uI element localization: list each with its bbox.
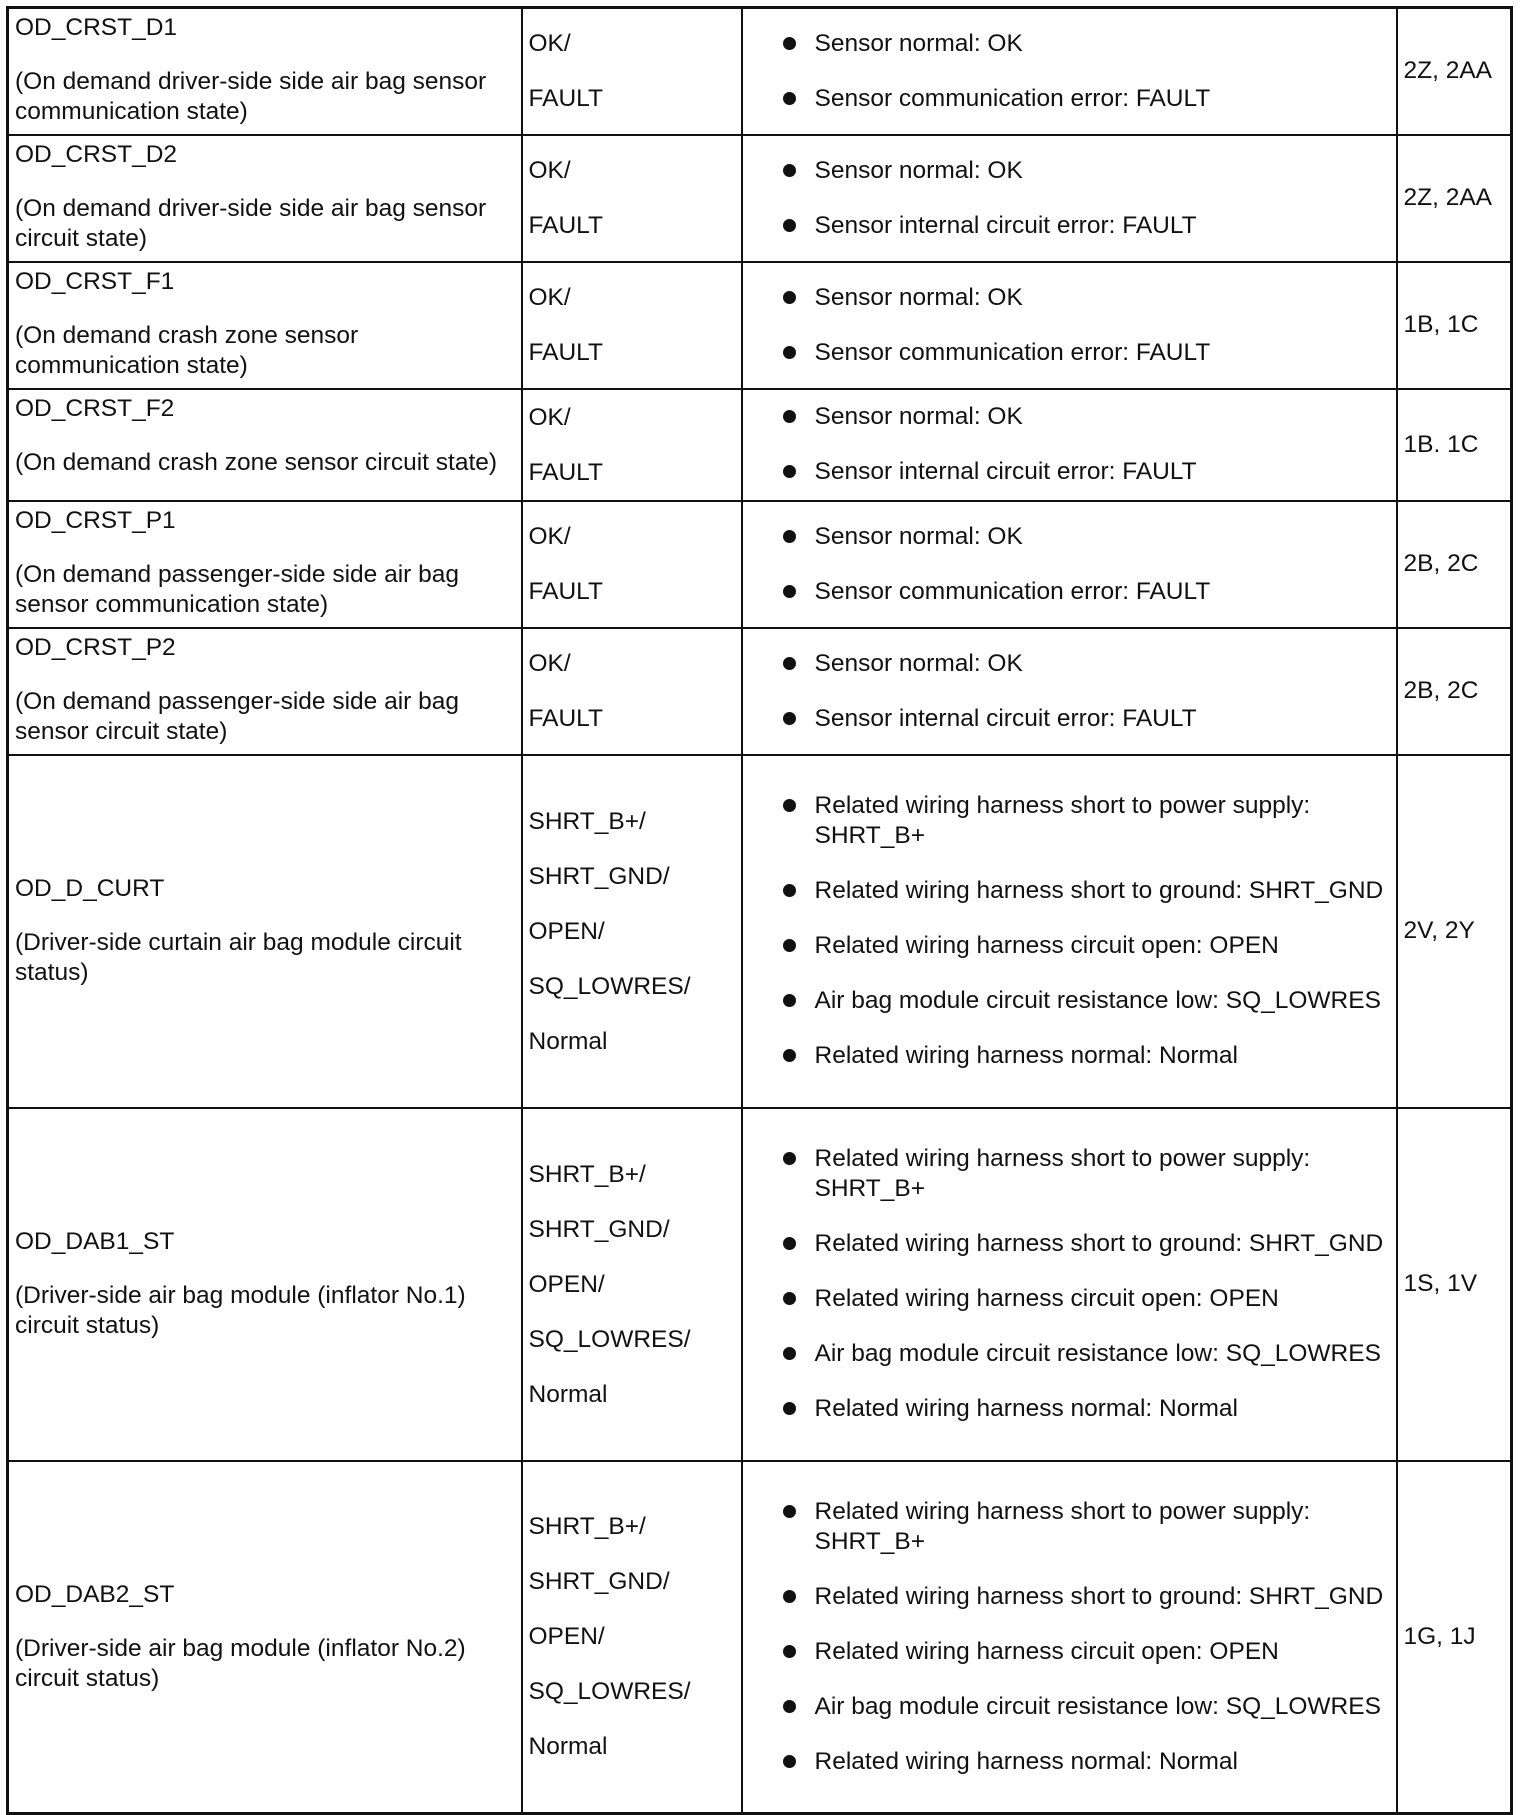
item-cell xyxy=(8,628,522,755)
condition-item: Related wiring harness short to ground: SHRT_GND xyxy=(783,876,1390,906)
condition-cell xyxy=(742,389,1397,501)
condition-list xyxy=(783,1144,1390,1424)
range-value: SHRT_GND/ xyxy=(528,862,670,890)
item-cell xyxy=(8,389,522,501)
condition-item: Sensor internal circuit error: FAULT xyxy=(783,457,1390,487)
condition-item: Sensor normal: OK xyxy=(783,156,1390,186)
range-value: SHRT_B+/ xyxy=(528,807,646,835)
range-value: Normal xyxy=(528,1380,608,1408)
item-cell xyxy=(8,755,522,1108)
condition-item: Sensor internal circuit error: FAULT xyxy=(783,704,1390,734)
bullet-icon xyxy=(783,1402,796,1415)
bullet-icon xyxy=(783,1755,796,1768)
item-name: OD_CRST_D2 xyxy=(15,140,178,168)
condition-item: Sensor normal: OK xyxy=(783,283,1390,313)
item-description: (On demand crash zone sensor communication state) xyxy=(15,321,359,379)
range-value: OK/ xyxy=(528,284,571,311)
item-description: (Driver-side curtain air bag module circuit status) xyxy=(15,929,462,986)
range-cell xyxy=(522,389,742,501)
bullet-icon xyxy=(783,585,796,598)
range-value: FAULT xyxy=(528,339,603,366)
condition-list xyxy=(783,156,1390,241)
item-description: (On demand passenger-side side air bag sensor circuit state) xyxy=(15,687,459,745)
condition-list xyxy=(783,791,1390,1071)
bullet-icon xyxy=(783,939,796,952)
condition-cell xyxy=(742,135,1397,262)
table-row xyxy=(8,628,1512,755)
bullet-icon xyxy=(783,1347,796,1360)
range-value: FAULT xyxy=(528,458,603,486)
table-row xyxy=(8,501,1512,628)
terminal-cell: 1B, 1C xyxy=(1397,262,1512,389)
condition-item: Related wiring harness circuit open: OPEN xyxy=(783,1284,1390,1314)
condition-item: Air bag module circuit resistance low: SQ_LOWRES xyxy=(783,1692,1390,1722)
table-row xyxy=(8,8,1512,135)
bullet-icon xyxy=(783,799,796,812)
table-row xyxy=(8,389,1512,501)
item-name: OD_D_CURT xyxy=(15,875,165,902)
condition-item: Sensor internal circuit error: FAULT xyxy=(783,211,1390,241)
condition-item: Related wiring harness short to power supply: SHRT_B+ xyxy=(783,791,1390,851)
condition-item: Air bag module circuit resistance low: SQ_LOWRES xyxy=(783,986,1390,1016)
item-name: OD_CRST_F2 xyxy=(15,394,175,422)
condition-item: Sensor communication error: FAULT xyxy=(783,84,1390,114)
condition-item: Related wiring harness normal: Normal xyxy=(783,1041,1390,1071)
item-name: OD_CRST_F1 xyxy=(15,267,175,295)
range-value: OPEN/ xyxy=(528,917,605,945)
condition-item: Related wiring harness short to power supply: SHRT_B+ xyxy=(783,1497,1390,1557)
range-value: OK/ xyxy=(528,523,571,550)
condition-list xyxy=(783,522,1390,607)
item-description: (On demand crash zone sensor circuit state) xyxy=(15,448,498,476)
bullet-icon xyxy=(783,410,796,423)
bullet-icon xyxy=(783,1700,796,1713)
condition-item: Sensor normal: OK xyxy=(783,29,1390,59)
bullet-icon xyxy=(783,1049,796,1062)
table-row xyxy=(8,1461,1512,1814)
condition-item: Sensor normal: OK xyxy=(783,522,1390,552)
range-value: FAULT xyxy=(528,578,603,605)
item-name: OD_DAB2_ST xyxy=(15,1580,175,1608)
condition-cell xyxy=(742,1461,1397,1814)
bullet-icon xyxy=(783,346,796,359)
item-cell xyxy=(8,8,522,135)
range-value: SHRT_B+/ xyxy=(528,1513,646,1541)
condition-item: Related wiring harness normal: Normal xyxy=(783,1394,1390,1424)
bullet-icon xyxy=(783,530,796,543)
condition-cell xyxy=(742,755,1397,1108)
condition-item: Sensor normal: OK xyxy=(783,649,1390,679)
bullet-icon xyxy=(783,219,796,232)
item-name: OD_DAB1_ST xyxy=(15,1228,175,1255)
item-name: OD_CRST_P1 xyxy=(15,506,176,534)
bullet-icon xyxy=(783,884,796,897)
item-description: (Driver-side air bag module (inflator No.1) circuit status) xyxy=(15,1282,466,1339)
condition-item: Sensor communication error: FAULT xyxy=(783,338,1390,368)
item-description: (On demand driver-side side air bag sensor circuit state) xyxy=(15,194,487,252)
bullet-icon xyxy=(783,994,796,1007)
item-cell xyxy=(8,501,522,628)
condition-item: Related wiring harness normal: Normal xyxy=(783,1747,1390,1777)
table-row xyxy=(8,135,1512,262)
terminal-cell: 2B, 2C xyxy=(1397,501,1512,628)
range-value: SHRT_GND/ xyxy=(528,1568,670,1596)
bullet-icon xyxy=(783,1152,796,1165)
bullet-icon xyxy=(783,712,796,725)
terminal-cell: 2Z, 2AA xyxy=(1397,8,1512,135)
terminal-cell: 2V, 2Y xyxy=(1397,755,1512,1108)
bullet-icon xyxy=(783,465,796,478)
condition-cell xyxy=(742,1108,1397,1461)
condition-cell xyxy=(742,628,1397,755)
condition-list xyxy=(783,29,1390,114)
condition-item: Related wiring harness short to ground: SHRT_GND xyxy=(783,1229,1390,1259)
condition-list xyxy=(783,1497,1390,1777)
condition-cell xyxy=(742,8,1397,135)
condition-list xyxy=(783,283,1390,368)
condition-item: Related wiring harness circuit open: OPEN xyxy=(783,1637,1390,1667)
terminal-cell: 1G, 1J xyxy=(1397,1461,1512,1814)
item-name: OD_CRST_P2 xyxy=(15,633,176,661)
bullet-icon xyxy=(783,1505,796,1518)
condition-item: Sensor communication error: FAULT xyxy=(783,577,1390,607)
terminal-cell: 1B. 1C xyxy=(1397,389,1512,501)
range-cell xyxy=(522,135,742,262)
range-value: Normal xyxy=(528,1733,608,1761)
terminal-cell: 2B, 2C xyxy=(1397,628,1512,755)
condition-item: Air bag module circuit resistance low: SQ_LOWRES xyxy=(783,1339,1390,1369)
item-name: OD_CRST_D1 xyxy=(15,14,178,41)
range-cell xyxy=(522,1108,742,1461)
item-description: (Driver-side air bag module (inflator No.2) circuit status) xyxy=(15,1634,466,1692)
range-value: SQ_LOWRES/ xyxy=(528,972,691,1000)
range-value: FAULT xyxy=(528,85,603,113)
condition-cell xyxy=(742,262,1397,389)
bullet-icon xyxy=(783,164,796,177)
monitor-item-table-page xyxy=(6,6,1510,1815)
range-value: OK/ xyxy=(528,650,571,677)
item-description: (On demand driver-side side air bag sensor communication state) xyxy=(15,68,487,125)
range-value: SQ_LOWRES/ xyxy=(528,1678,691,1706)
condition-cell xyxy=(742,501,1397,628)
table-row xyxy=(8,262,1512,389)
range-value: OK/ xyxy=(528,403,571,431)
table-row xyxy=(8,755,1512,1108)
range-value: OK/ xyxy=(528,30,571,58)
range-value: SHRT_B+/ xyxy=(528,1160,646,1188)
bullet-icon xyxy=(783,1292,796,1305)
range-cell xyxy=(522,8,742,135)
item-cell xyxy=(8,135,522,262)
range-value: Normal xyxy=(528,1027,608,1055)
bullet-icon xyxy=(783,92,796,105)
condition-item: Related wiring harness circuit open: OPEN xyxy=(783,931,1390,961)
bullet-icon xyxy=(783,37,796,50)
condition-item: Related wiring harness short to ground: SHRT_GND xyxy=(783,1582,1390,1612)
bullet-icon xyxy=(783,1590,796,1603)
terminal-cell: 2Z, 2AA xyxy=(1397,135,1512,262)
range-value: FAULT xyxy=(528,212,603,239)
monitor-item-table xyxy=(6,6,1513,1815)
item-cell xyxy=(8,262,522,389)
range-cell xyxy=(522,262,742,389)
terminal-cell: 1S, 1V xyxy=(1397,1108,1512,1461)
table-row xyxy=(8,1108,1512,1461)
range-cell xyxy=(522,501,742,628)
condition-list xyxy=(783,649,1390,734)
item-cell xyxy=(8,1461,522,1814)
range-value: OPEN/ xyxy=(528,1623,605,1651)
bullet-icon xyxy=(783,657,796,670)
range-value: SQ_LOWRES/ xyxy=(528,1325,691,1353)
range-value: FAULT xyxy=(528,705,603,732)
bullet-icon xyxy=(783,291,796,304)
range-value: SHRT_GND/ xyxy=(528,1215,670,1243)
range-cell xyxy=(522,755,742,1108)
condition-list xyxy=(783,402,1390,487)
range-value: OPEN/ xyxy=(528,1270,605,1298)
item-description: (On demand passenger-side side air bag sensor communication state) xyxy=(15,560,459,618)
item-cell xyxy=(8,1108,522,1461)
bullet-icon xyxy=(783,1645,796,1658)
condition-item: Related wiring harness short to power supply: SHRT_B+ xyxy=(783,1144,1390,1204)
range-cell xyxy=(522,628,742,755)
condition-item: Sensor normal: OK xyxy=(783,402,1390,432)
bullet-icon xyxy=(783,1237,796,1250)
range-value: OK/ xyxy=(528,157,571,184)
range-cell xyxy=(522,1461,742,1814)
